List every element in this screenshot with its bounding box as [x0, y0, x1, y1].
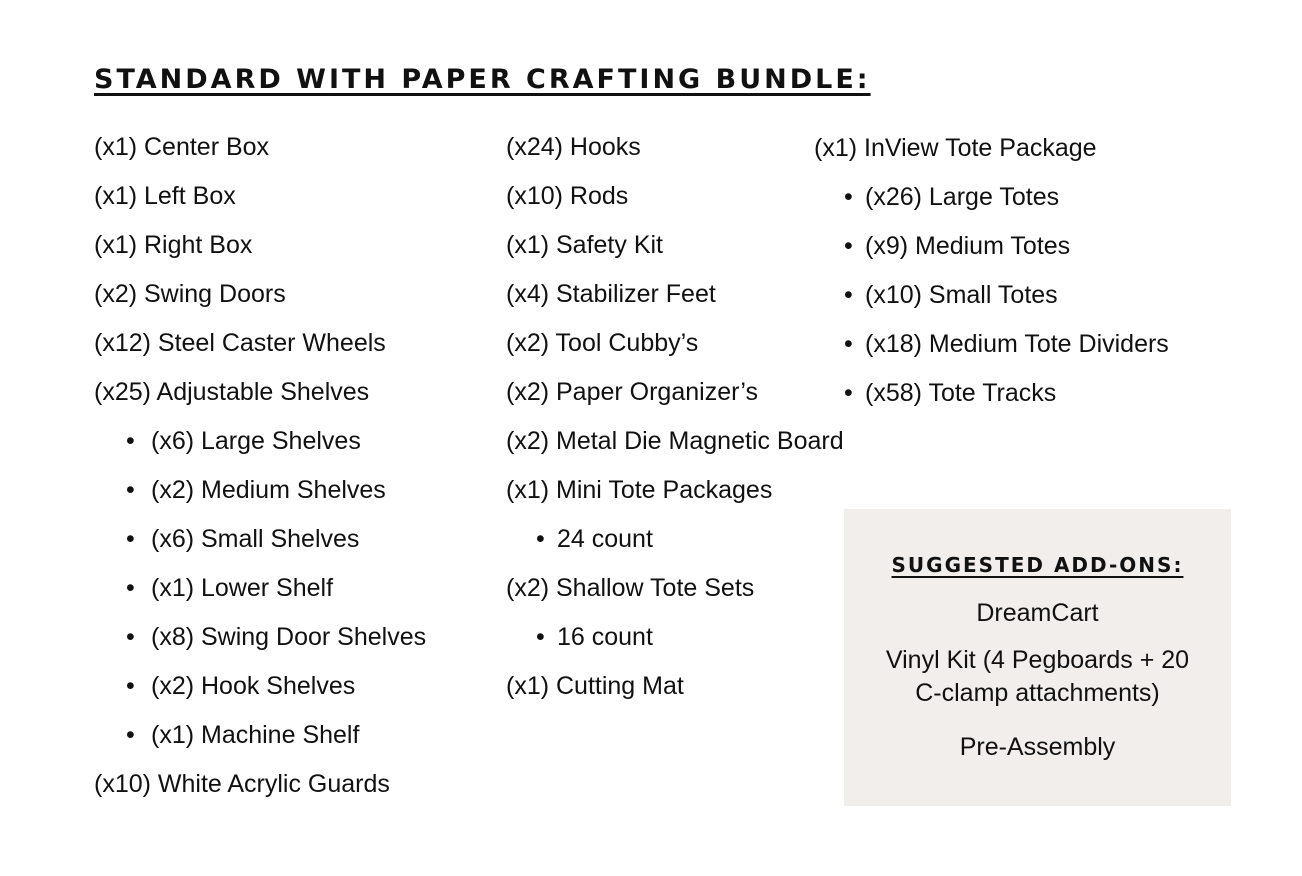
list-item — [506, 470, 844, 519]
list-item-label: (x1) Safety Kit — [506, 231, 663, 259]
list-item-label: (x12) Steel Caster Wheels — [94, 329, 386, 357]
bullet-icon: • — [126, 672, 135, 700]
list-item-label: (x1) Mini Tote Packages — [506, 476, 773, 504]
sub-list-item — [94, 470, 426, 519]
sub-list-item — [814, 226, 1169, 275]
list-item-label: (x2) Hook Shelves — [151, 672, 356, 700]
list-item-label: (x1) Center Box — [94, 133, 270, 161]
bullet-icon: • — [536, 525, 545, 553]
list-item — [506, 666, 844, 715]
addon-item: Pre-Assembly — [959, 733, 1116, 761]
list-item-label: 24 count — [557, 525, 653, 553]
list-item — [94, 225, 426, 274]
list-item-label: (x2) Medium Shelves — [151, 476, 386, 504]
list-item — [94, 764, 426, 813]
list-item — [814, 128, 1169, 177]
list-item — [94, 323, 426, 372]
bullet-icon: • — [126, 525, 135, 553]
list-item-label: (x1) Right Box — [94, 231, 253, 259]
bullet-icon: • — [844, 183, 853, 211]
list-item — [506, 274, 844, 323]
list-item — [506, 372, 844, 421]
list-item-label: 16 count — [557, 623, 653, 651]
list-item — [506, 127, 844, 176]
list-item — [506, 568, 844, 617]
list-item-label: (x6) Large Shelves — [151, 427, 361, 455]
sub-list-item — [814, 177, 1169, 226]
list-item — [94, 127, 426, 176]
list-item-label: (x10) Rods — [506, 182, 629, 210]
page-title: STANDARD WITH PAPER CRAFTING BUNDLE: — [94, 64, 871, 95]
list-item-label: (x24) Hooks — [506, 133, 641, 161]
suggested-addons-panel — [844, 509, 1231, 806]
list-item-label: (x6) Small Shelves — [151, 525, 360, 553]
list-item — [94, 176, 426, 225]
list-item-label: (x10) White Acrylic Guards — [94, 770, 390, 798]
list-item-label: (x2) Swing Doors — [94, 280, 286, 308]
sub-list-item — [506, 617, 844, 666]
bullet-icon: • — [126, 427, 135, 455]
sub-list-item — [94, 617, 426, 666]
list-item-label: (x25) Adjustable Shelves — [94, 378, 370, 406]
list-item-label: (x2) Shallow Tote Sets — [506, 574, 755, 602]
addon-item: Vinyl Kit (4 Pegboards + 20 C-clamp attachments) — [885, 646, 1190, 707]
items-column-3 — [814, 128, 1169, 422]
bullet-icon: • — [126, 476, 135, 504]
addons-title: SUGGESTED ADD-ONS: — [891, 553, 1184, 577]
items-column-2 — [506, 127, 844, 715]
sub-list-item — [814, 275, 1169, 324]
bullet-icon: • — [126, 721, 135, 749]
list-item — [506, 323, 844, 372]
sub-list-item — [94, 666, 426, 715]
list-item-label: (x2) Metal Die Magnetic Board — [506, 427, 844, 455]
list-item-label: (x1) Cutting Mat — [506, 672, 684, 700]
list-item — [506, 421, 844, 470]
bullet-icon: • — [536, 623, 545, 651]
bullet-icon: • — [844, 330, 853, 358]
addon-item: DreamCart — [976, 599, 1099, 627]
list-item — [506, 225, 844, 274]
sub-list-item — [814, 373, 1169, 422]
list-item — [506, 176, 844, 225]
list-item-label: (x1) Left Box — [94, 182, 236, 210]
sub-list-item — [506, 519, 844, 568]
sub-list-item — [94, 421, 426, 470]
list-item-label: (x26) Large Totes — [865, 183, 1060, 211]
list-item-label: (x18) Medium Tote Dividers — [865, 330, 1169, 358]
list-item-label: (x1) Lower Shelf — [151, 574, 334, 602]
list-item-label: (x8) Swing Door Shelves — [151, 623, 427, 651]
list-item-label: (x58) Tote Tracks — [865, 379, 1057, 407]
list-item — [94, 274, 426, 323]
list-item-label: (x1) InView Tote Package — [814, 134, 1097, 162]
bullet-icon: • — [844, 232, 853, 260]
sub-list-item — [94, 568, 426, 617]
bullet-icon: • — [844, 281, 853, 309]
sub-list-item — [94, 519, 426, 568]
list-item-label: (x10) Small Totes — [865, 281, 1058, 309]
bullet-icon: • — [126, 574, 135, 602]
bullet-icon: • — [844, 379, 853, 407]
list-item-label: (x1) Machine Shelf — [151, 721, 360, 749]
list-item-label: (x9) Medium Totes — [865, 232, 1071, 260]
list-item-label: (x2) Tool Cubby’s — [506, 329, 699, 357]
list-item-label: (x2) Paper Organizer’s — [506, 378, 758, 406]
list-item-label: (x4) Stabilizer Feet — [506, 280, 716, 308]
bullet-icon: • — [126, 623, 135, 651]
sub-list-item — [94, 715, 426, 764]
list-item — [94, 372, 426, 421]
sub-list-item — [814, 324, 1169, 373]
items-column-1 — [94, 127, 426, 813]
